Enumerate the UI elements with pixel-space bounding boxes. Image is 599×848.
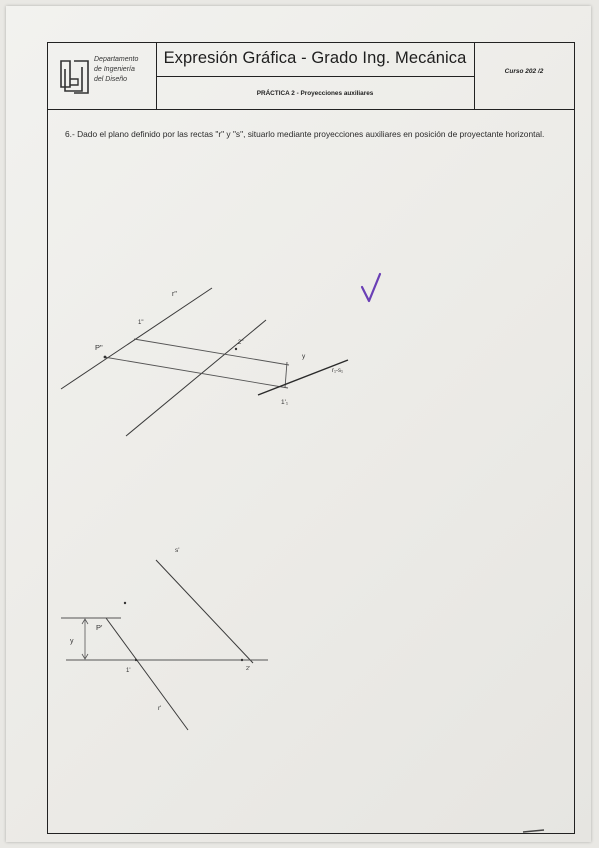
point-2-vertical: [235, 348, 237, 350]
label-p-vertical: P": [95, 343, 103, 352]
label-auxiliary-trace: r₁-s₁: [332, 368, 344, 374]
auxiliary-trace-line: [258, 360, 348, 395]
label-2-horizontal: 2': [246, 666, 251, 672]
label-1-vertical: 1": [138, 320, 144, 326]
label-2-vertical: 2": [238, 340, 244, 346]
label-height-horizontal: y: [70, 638, 74, 645]
department-line-3: del Diseño: [94, 76, 128, 83]
horizontal-line-2: [104, 357, 288, 388]
department-line-1: Departamento: [94, 56, 139, 63]
label-auxiliary-point: 1'₁: [281, 399, 289, 406]
label-r-vertical: r": [172, 291, 177, 298]
line-r-horizontal: [106, 618, 188, 730]
point-2-horizontal: [241, 659, 243, 661]
label-r-horizontal: r': [158, 705, 162, 712]
point-marker-horizontal: [124, 602, 126, 604]
check-mark-icon: [362, 274, 380, 301]
course-year: Curso 202 /2: [504, 68, 544, 75]
point-1-horizontal: [135, 659, 137, 661]
department-line-2: de Ingeniería: [94, 66, 135, 73]
horizontal-line-1: [134, 339, 289, 365]
descriptive-geometry-drawing: [6, 6, 591, 842]
label-p-horizontal: P': [96, 623, 103, 632]
label-s-horizontal: s': [175, 547, 180, 554]
label-height-vertical: y: [302, 353, 306, 360]
practice-title: PRÁCTICA 2 - Proyecciones auxiliares: [256, 90, 374, 97]
label-1-horizontal: 1': [126, 668, 131, 674]
point-p-vertical: [104, 356, 107, 359]
course-title: Expresión Gráfica - Grado Ing. Mecánica: [163, 49, 467, 67]
pen-mark: [523, 830, 544, 832]
line-r-vertical: [61, 288, 212, 389]
line-s-horizontal: [156, 560, 253, 663]
line-s-vertical: [126, 320, 266, 436]
exercise-statement: 6.- Dado el plano definido por las rectas "r" y "s", situarlo mediante proyecciones auxiliares en posición de proyectante horizontal.: [65, 129, 545, 139]
exercise-sheet: [6, 6, 591, 842]
